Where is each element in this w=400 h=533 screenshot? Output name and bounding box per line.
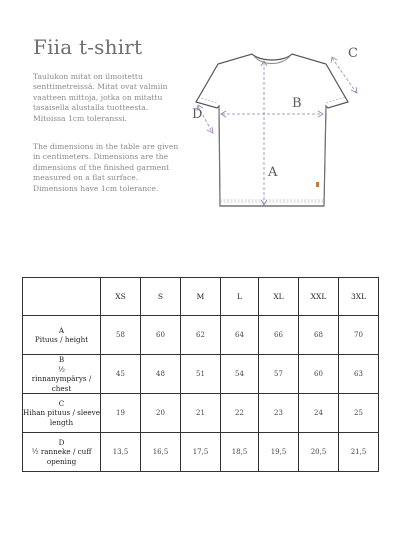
table-cell: 51 [181, 355, 221, 394]
table-cell: 70 [339, 316, 379, 355]
row-code: D [58, 437, 65, 447]
table-cell: 23 [259, 394, 299, 433]
size-header: 3XL [339, 278, 379, 316]
table-cell: 19,5 [259, 433, 299, 472]
table-cell: 24 [299, 394, 339, 433]
table-cell: 19 [101, 394, 141, 433]
table-cell: 25 [339, 394, 379, 433]
size-header: XL [259, 278, 299, 316]
table-header-row [23, 278, 379, 316]
description-finnish: Taulukon mitat on ilmoitettu senttimetreissä. Mitat ovat valmiin vaatteen mittoja, jotka on mitattu tasaisella alustalla tuotteesta. Mitoissa 1cm toleranssi. [33, 72, 168, 123]
row-fraction: ½ [31, 447, 39, 457]
size-header: M [181, 278, 221, 316]
row-label-with-fraction [23, 447, 100, 466]
table-cell: 17,5 [181, 433, 221, 472]
table-cell: 22 [221, 394, 259, 433]
description-english: The dimensions in the table are given in centimeters. Dimensions are the dimensions of the finished garment measured on a flat surface. Dimensions have 1cm tolerance. [33, 142, 179, 193]
table-cell: 21,5 [339, 433, 379, 472]
page-title: Fiia t-shirt [33, 35, 143, 59]
size-header: L [221, 278, 259, 316]
row-code: C [58, 398, 65, 408]
row-label: ranneke / cuff opening [40, 447, 92, 466]
table-cell: 58 [101, 316, 141, 355]
table-cell: 48 [141, 355, 181, 394]
row-label: rinnanympärys / chest [31, 374, 92, 393]
row-header [23, 316, 101, 355]
table-cell: 68 [299, 316, 339, 355]
table-cell: 63 [339, 355, 379, 394]
table-row [23, 433, 379, 472]
size-header: XXL [299, 278, 339, 316]
table-row [23, 394, 379, 433]
table-row [23, 316, 379, 355]
row-header [23, 433, 101, 472]
table-corner-cell [23, 278, 101, 316]
row-code: B [58, 355, 65, 364]
table-cell: 45 [101, 355, 141, 394]
size-table [22, 277, 379, 472]
table-cell: 60 [299, 355, 339, 394]
table-cell: 13,5 [101, 433, 141, 472]
row-header [23, 355, 101, 394]
measure-line-c [332, 58, 356, 92]
row-label: Pituus / height [34, 335, 89, 344]
table-row [23, 355, 379, 394]
table-cell: 18,5 [221, 433, 259, 472]
label-b: B [292, 96, 302, 111]
row-header [23, 394, 101, 433]
label-d: D [192, 107, 203, 122]
row-fraction: ½ [58, 364, 65, 374]
table-cell: 57 [259, 355, 299, 394]
size-header: XS [101, 278, 141, 316]
table-cell: 62 [181, 316, 221, 355]
row-code: A [58, 325, 65, 335]
label-c: C [348, 46, 358, 61]
table-cell: 16,5 [141, 433, 181, 472]
table-cell: 20,5 [299, 433, 339, 472]
table-cell: 54 [221, 355, 259, 394]
table-cell: 66 [259, 316, 299, 355]
table-cell: 20 [141, 394, 181, 433]
label-a: A [268, 165, 278, 180]
table-cell: 60 [141, 316, 181, 355]
table-cell: 21 [181, 394, 221, 433]
row-label: Hihan pituus / sleeve length [23, 408, 100, 427]
table-cell: 64 [221, 316, 259, 355]
tshirt-diagram [186, 40, 376, 220]
size-header: S [141, 278, 181, 316]
